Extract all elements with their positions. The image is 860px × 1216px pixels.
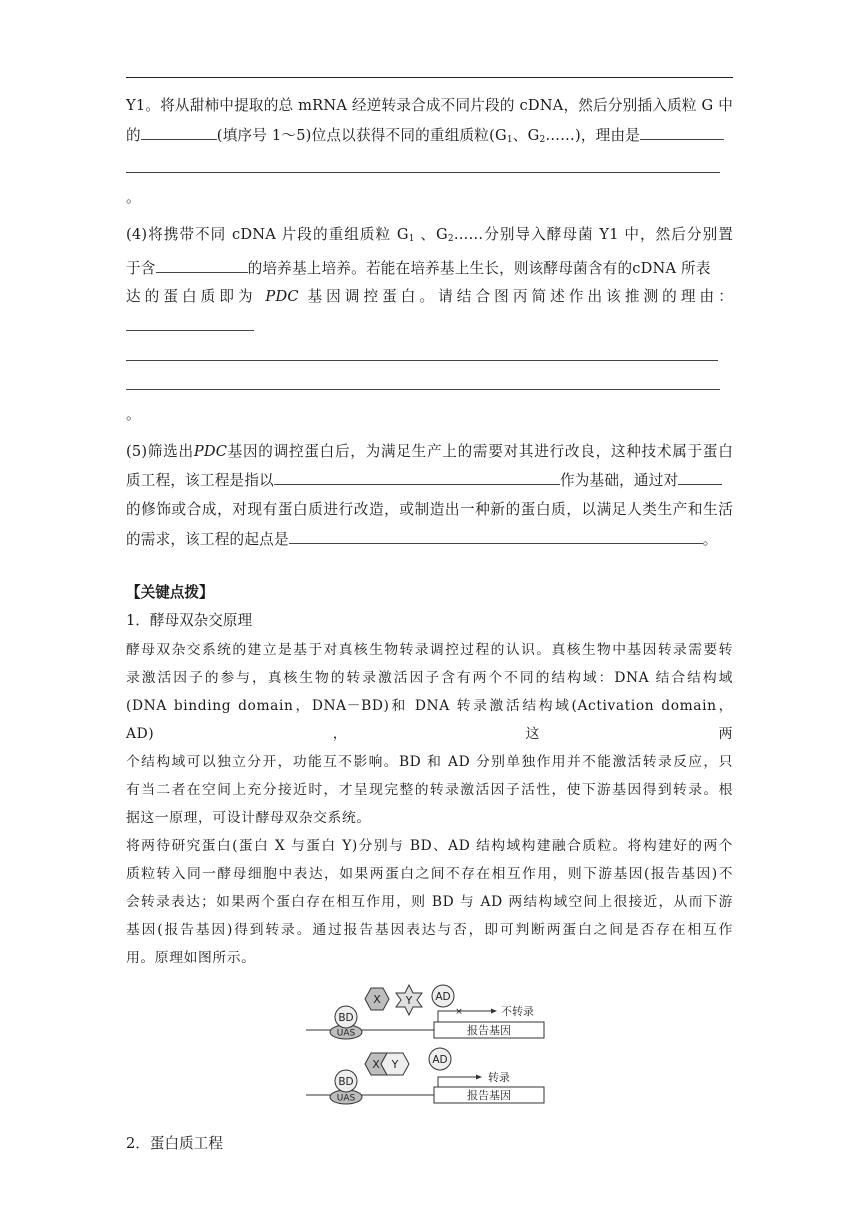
q4-line2: 于含 的培养基上培养。若能在培养基上生长，则该酵母菌含有的cDNA 所表 (126, 254, 733, 284)
q5-line3: 的修饰或合成，对现有蛋白质进行改造，或制造出一种新的蛋白质，以满足人类生产和生活 (126, 501, 733, 519)
panel-interaction (306, 1048, 544, 1104)
q4-line4 (126, 312, 733, 342)
section1-title: 1．酵母双杂交原理 (126, 612, 253, 630)
q4-line6: 。 (126, 371, 733, 429)
text-line: 录激活因子的参与，真核生物的转录激活因子含有两个不同的结构域：DNA 结合结构域 (126, 669, 733, 686)
paragraph-principle (126, 636, 733, 832)
q5-line1: (5)筛选出PDC基因的调控蛋白后，为满足生产上的需要对其进行改良，这种技术属于蛋白 (126, 442, 734, 460)
paragraph-method (126, 832, 733, 972)
q3-line3: 。 (126, 154, 733, 212)
no-transcription-label: 不转录 (501, 1004, 534, 1018)
two-hybrid-diagram (306, 982, 551, 1118)
protein-y-label: Y (405, 993, 413, 1007)
q5-line2: 质工程，该工程是指以 作为基础，通过对 (126, 466, 733, 496)
page-content (126, 92, 733, 1159)
answer-blank[interactable] (126, 154, 720, 173)
reporter-gene-label: 报告基因 (467, 1088, 511, 1102)
section2-title: 2．蛋白质工程 (126, 1134, 223, 1152)
answer-blank[interactable] (678, 466, 722, 485)
q5-line4: 的需求，该工程的起点是 。 (126, 525, 733, 555)
cross-mark: × (455, 1006, 463, 1017)
answer-blank[interactable] (274, 466, 560, 485)
q3-line1: Y1。将从甜柿中提取的总 mRNA 经逆转录合成不同片段的 cDNA，然后分别插入质粒 G 中 (126, 97, 733, 114)
answer-blank[interactable] (126, 342, 718, 361)
text-line: (DNA binding domain，DNA－BD)和 DNA 转录激活结构域(Activation domain，AD)，这两 (126, 697, 733, 742)
q3-line2: 的 (填序号 1～5)位点以获得不同的重组质粒($G_1$、$G_2\dots\dots$)，理由是 (126, 121, 733, 155)
bd-label: BD (338, 1011, 354, 1024)
text-line: 酵母双杂交系统的建立是基于对真核生物转录调控过程的认识。真核生物中基因转录需要转 (126, 641, 733, 658)
bd-label: BD (338, 1075, 354, 1088)
answer-blank[interactable] (126, 312, 254, 331)
q4-line1: (4)将携带不同 cDNA 片段的重组质粒 $G_1$ 、$G_2\dots\dots$分别导入酵母菌 Y1 中，然后分别置 (126, 225, 734, 244)
answer-blank[interactable] (640, 121, 724, 140)
ad-label: AD (432, 1053, 448, 1066)
protein-y-label: Y (391, 1057, 399, 1071)
text-line: 会转录表达；如果两个蛋白存在相互作用，则 BD 与 AD 两结构域空间上很接近，从而下游 (126, 893, 733, 910)
reporter-gene-label: 报告基因 (467, 1023, 511, 1037)
answer-blank[interactable] (126, 371, 720, 390)
text-line: 据这一原理，可设计酵母双杂交系统。 (126, 809, 371, 826)
answer-blank[interactable] (141, 121, 217, 140)
protein-x-label: X (372, 1057, 380, 1071)
q4-line3: 达的蛋白质即为 PDC 基因调控蛋白。请结合图丙简述作出该推测的理由： (126, 288, 733, 306)
answer-blank[interactable] (156, 254, 248, 273)
text-line: 用。原理如图所示。 (126, 949, 256, 966)
key-points-heading: 【关键点拨】 (126, 583, 214, 601)
text-line: 质粒转入同一酵母细胞中表达，如果两蛋白之间不存在相互作用，则下游基因(报告基因)不 (126, 865, 733, 882)
header-rule (126, 77, 733, 78)
text-line: 将两待研究蛋白(蛋白 X 与蛋白 Y)分别与 BD、AD 结构域构建融合质粒。将构建好的两个 (126, 837, 733, 854)
protein-x-label: X (373, 992, 381, 1006)
ad-label: AD (435, 990, 451, 1003)
uas-label: UAS (336, 1093, 356, 1104)
text-line: 个结构域可以独立分开，功能互不影响。BD 和 AD 分别单独作用并不能激活转录反应，只 (126, 753, 733, 770)
arrow-head-icon (476, 1074, 482, 1079)
text-line: 基因(报告基因)得到转录。通过报告基因表达与否，即可判断两蛋白之间是否存在相互作 (126, 921, 733, 938)
uas-label: UAS (336, 1028, 356, 1039)
answer-blank[interactable] (289, 525, 703, 544)
q4-line5 (126, 342, 733, 372)
text-line: 有当二者在空间上充分接近时，才呈现完整的转录激活因子活性，使下游基因得到转录。根 (126, 781, 733, 798)
panel-no-interaction (306, 985, 544, 1039)
transcription-label: 转录 (488, 1070, 510, 1084)
arrow-head-icon (491, 1008, 497, 1013)
